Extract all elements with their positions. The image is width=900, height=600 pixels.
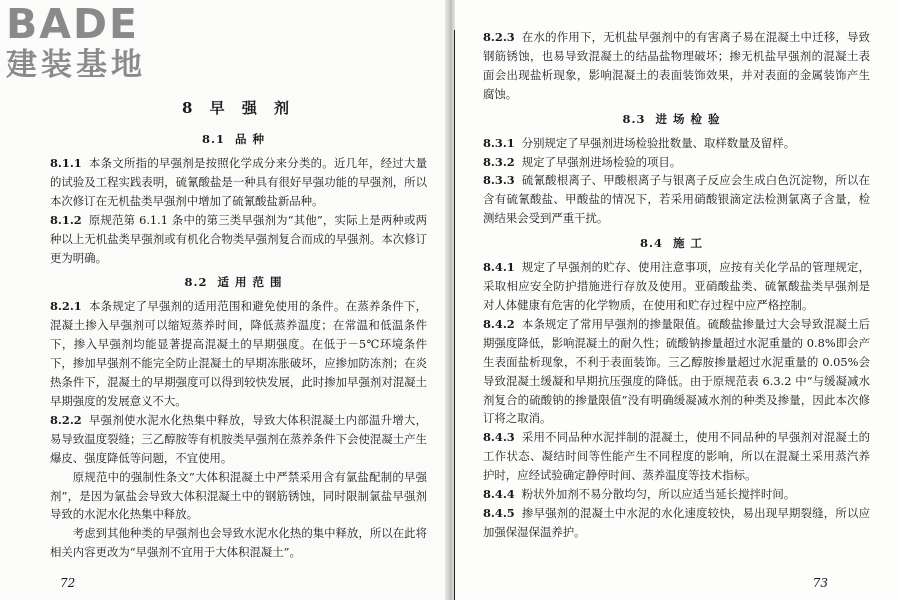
clause-number: 8.4.5 bbox=[483, 505, 515, 520]
clause-number: 8.4.4 bbox=[483, 487, 515, 502]
page-number: 73 bbox=[812, 576, 828, 590]
clause bbox=[483, 485, 870, 504]
clause-number: 8.2.2 bbox=[50, 412, 82, 427]
section-heading: 进 场 检 验 bbox=[655, 111, 721, 126]
clause-text: 分别规定了早强剂进场检验批数量、取样数量及留样。 bbox=[521, 135, 796, 150]
section-title bbox=[483, 110, 870, 128]
section-heading: 品 种 bbox=[235, 132, 266, 146]
section-number: 8.3 bbox=[622, 111, 646, 126]
clause-text: 规定了早强剂进场检验的项目。 bbox=[521, 154, 682, 169]
watermark-logo bbox=[6, 2, 176, 82]
logo-wordmark: BADE bbox=[6, 0, 140, 48]
clause-text: 粉状外加剂不易分散均匀，所以应适当延长搅拌时间。 bbox=[521, 487, 796, 502]
clause-number: 8.3.2 bbox=[483, 154, 515, 169]
clause-number: 8.1.2 bbox=[50, 212, 82, 227]
section-number: 8.1 bbox=[201, 132, 225, 146]
left-page bbox=[0, 0, 445, 600]
page-number: 72 bbox=[60, 576, 76, 590]
clause-text: 硫氰酸根离子、甲酸根离子与银离子反应会生成白色沉淀物，所以在含有硫氰酸盐、甲酸盐的情况下，若采用硝酸银滴定法检测氯离子含量，检测结果会受到严重干扰。 bbox=[483, 173, 870, 226]
clause bbox=[483, 153, 870, 172]
clause bbox=[483, 171, 870, 228]
right-page-text bbox=[483, 28, 870, 542]
clause bbox=[483, 258, 870, 315]
clause bbox=[50, 411, 427, 468]
clause-number: 8.4.1 bbox=[483, 260, 515, 275]
section-heading: 施 工 bbox=[673, 236, 704, 251]
clause bbox=[483, 504, 870, 542]
clause bbox=[483, 315, 870, 428]
clause bbox=[50, 154, 427, 211]
logo-subtitle: 建装基地 bbox=[6, 47, 146, 83]
clause-text: 本条规定了早强剂的适用范围和避免使用的条件。在蒸养条件下，混凝土掺入早强剂可以缩短蒸养时间，降低蒸养温度；在常温和低温条件下，掺入早强剂均能显著提高混凝土的早期强度。在低于－5℃环境条件下，掺加早强剂不能完全防止混凝土的早期冻胀破坏，应掺加防冻剂；在炎热条件下，混凝土的早期强度可以得到较快发展，此时掺加早强剂对混凝土早期强度的发展意义不大。 bbox=[50, 299, 427, 408]
clause-text: 在水的作用下，无机盐早强剂中的有害离子易在混凝土中迁移，导致钢筋锈蚀，也易导致混凝土的结晶盐物理破坏；掺无机盐早强剂的混凝土表面会出现盐析现象，影响混凝土的表面装饰效果，并对表面的金属装饰产生腐蚀。 bbox=[483, 30, 870, 101]
section-title bbox=[50, 130, 427, 148]
clause-text: 规定了早强剂的贮存、使用注意事项，应按有关化学品的管理规定，采取相应安全防护措施进行存放及使用。亚硝酸盐类、硫氰酸盐类早强剂是对人体健康有危害的化学物质，在使用和贮存过程中应严格控制。 bbox=[483, 260, 870, 312]
clause bbox=[483, 428, 870, 485]
clause bbox=[483, 28, 870, 104]
clause-number: 8.2.1 bbox=[50, 299, 82, 314]
clause bbox=[50, 297, 427, 410]
clause-text: 采用不同品种水泥拌制的混凝土，使用不同品种的早强剂对混凝土的工作状态、凝结时间等性能产生不同程度的影响，所以在混凝土采用蒸汽养护时，应经试验确定静停时间、蒸养温度等技术指标。 bbox=[483, 430, 870, 483]
paragraph: 原规范中的强制性条文“大体积混凝土中严禁采用含有氯盐配制的早强剂”，是因为氯盐会导致大体积混凝土中的钢筋锈蚀，同时限制氯盐早强剂导致的水泥水化热集中释放。 bbox=[50, 469, 427, 522]
clause-text: 原规范第 6.1.1 条中的第三类早强剂为“其他”，实际上是两种或两种以上无机盐类早强剂或有机化合物类早强剂复合而成的早强剂。本次修订更为明确。 bbox=[50, 212, 427, 265]
section-title bbox=[483, 234, 870, 252]
clause bbox=[483, 134, 870, 153]
clause-text: 早强剂使水泥水化热集中释放，导致大体积混凝土内部温升增大，易导致温度裂缝；三乙醇胺等有机胺类早强剂在蒸养条件下会使混凝土产生爆皮、强度降低等问题，不宜使用。 bbox=[50, 412, 427, 465]
clause bbox=[50, 211, 427, 268]
section-number: 8.4 bbox=[639, 236, 663, 251]
chapter-title: 8 早 强 剂 bbox=[181, 99, 296, 117]
right-page bbox=[455, 0, 900, 600]
left-page-text bbox=[50, 96, 427, 562]
paragraph: 考虑到其他种类的早强剂也会导致水泥水化热的集中释放，所以在此将相关内容更改为“早强剂不宜用于大体积混凝土”。 bbox=[50, 526, 427, 560]
clause-number: 8.3.1 bbox=[483, 135, 515, 150]
clause-text: 本条文所指的早强剂是按照化学成分来分类的。近几年，经过大量的试验及工程实践表明，硫氰酸盐是一种具有很好早强功能的早强剂，所以本次修订在无机盐类早强剂中增加了硫氰酸盐新品种。 bbox=[50, 156, 427, 208]
clause-text: 本条规定了常用早强剂的掺量限值。硫酸盐掺量过大会导致混凝土后期强度降低，影响混凝土的耐久性；硫酸钠掺量超过水泥重量的 0.8%即会产生表面盐析现象，不利于表面装饰。三乙醇胺掺量超过水泥重量的 0.05%会导致混凝土缓凝和早期抗压强度的降低。由于原规范表 6.3.2 中“与缓凝减水剂复合的硫酸钠的掺量限值”没有明确缓凝减水剂的种类及掺量，因此本次修订将之取消。 bbox=[483, 316, 870, 426]
section-title bbox=[50, 273, 427, 291]
section-number: 8.2 bbox=[184, 275, 208, 290]
clause-number: 8.2.3 bbox=[483, 30, 515, 44]
clause-number: 8.4.2 bbox=[483, 316, 515, 331]
section-heading: 适 用 范 围 bbox=[217, 275, 283, 290]
clause-number: 8.3.3 bbox=[483, 173, 515, 188]
clause-number: 8.4.3 bbox=[483, 430, 515, 445]
clause-number: 8.1.1 bbox=[50, 156, 82, 170]
clause-text: 掺早强剂的混凝土中水泥的水化速度较快，易出现早期裂缝，所以应加强保湿保温养护。 bbox=[483, 505, 870, 539]
